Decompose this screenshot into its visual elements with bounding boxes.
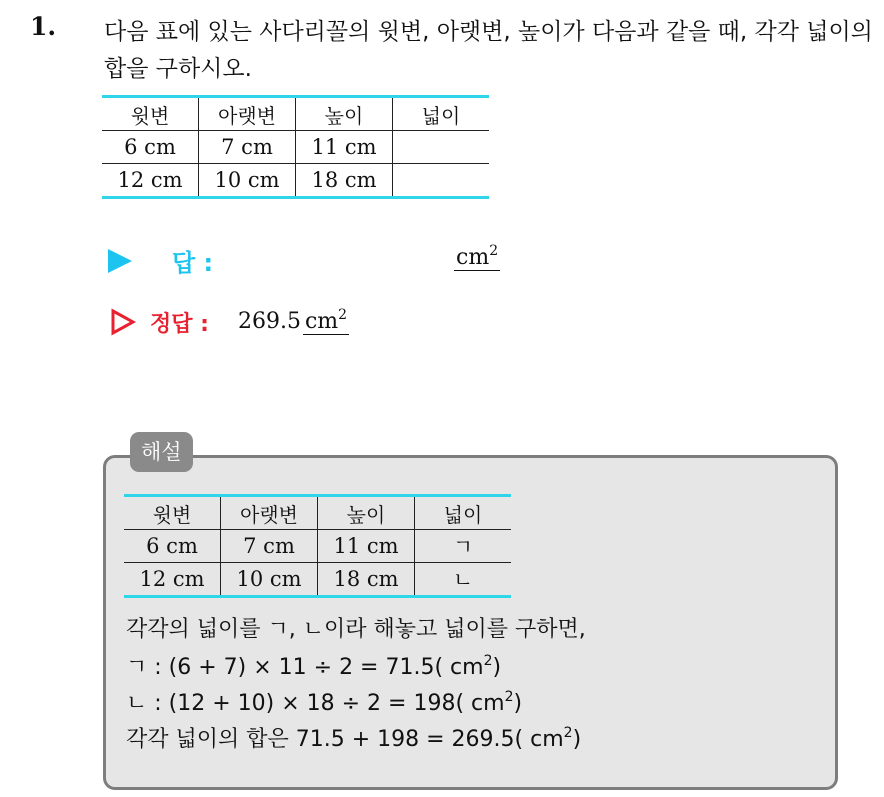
explanation-line xyxy=(126,612,586,643)
table-cell: ㄱ xyxy=(415,530,512,563)
explanation-line-text: 각각 넓이의 합은 71.5 + 198 = 269.5( cm xyxy=(126,727,564,752)
explanation-line-text: ㄴ : (12 + 10) × 18 ÷ 2 = 198( cm xyxy=(126,691,505,716)
exponent: 2 xyxy=(483,653,493,669)
closing-paren: ) xyxy=(572,727,582,752)
table-cell: 11 cm xyxy=(296,131,393,164)
explanation-line-text: 각각의 넓이를 ㄱ, ㄴ이라 해놓고 넓이를 구하면, xyxy=(126,617,586,642)
explanation-table xyxy=(124,494,511,598)
solution-unit xyxy=(303,309,349,335)
answer-unit-exponent: 2 xyxy=(489,243,499,259)
closing-paren: ) xyxy=(492,655,502,680)
explanation-tab: 해설 xyxy=(130,432,193,472)
header-area: 넓이 xyxy=(415,496,512,530)
exponent: 2 xyxy=(563,725,573,741)
outline-triangle-icon xyxy=(110,308,136,336)
table-cell: 7 cm xyxy=(199,131,296,164)
solution-unit-exponent: 2 xyxy=(338,307,348,323)
table-cell: 7 cm xyxy=(221,530,318,563)
table-cell: 10 cm xyxy=(199,164,296,198)
solution-unit-text: cm xyxy=(304,309,339,334)
explanation-line xyxy=(126,686,522,717)
solution-value-group xyxy=(238,309,349,334)
answer-unit-text: cm xyxy=(456,245,490,270)
answer-label: 답 : xyxy=(172,249,214,277)
solution-label: 정답 : xyxy=(150,312,209,337)
header-bottom-base: 아랫변 xyxy=(221,496,318,530)
header-height: 높이 xyxy=(318,496,415,530)
table-cell: 6 cm xyxy=(124,530,221,563)
play-triangle-icon xyxy=(108,249,132,273)
table-row xyxy=(124,563,511,597)
explanation-line-text: ㄱ : (6 + 7) × 11 ÷ 2 = 71.5( cm xyxy=(126,655,484,680)
table-cell xyxy=(393,131,490,164)
header-top-base: 윗변 xyxy=(102,97,199,131)
header-height: 높이 xyxy=(296,97,393,131)
table-row xyxy=(102,131,489,164)
table-cell: 12 cm xyxy=(102,164,199,198)
table-cell: 6 cm xyxy=(102,131,199,164)
table-cell: 10 cm xyxy=(221,563,318,597)
table-cell: 11 cm xyxy=(318,530,415,563)
table-header-row xyxy=(124,496,511,530)
solution-value: 269.5 xyxy=(238,309,301,334)
header-top-base: 윗변 xyxy=(124,496,221,530)
question-text: 다음 표에 있는 사다리꼴의 윗변, 아랫변, 높이가 다음과 같을 때, 각각 넓이의 합을 구하시오. xyxy=(104,19,873,82)
question-number: 1. xyxy=(30,12,57,41)
header-bottom-base: 아랫변 xyxy=(199,97,296,131)
table-header-row xyxy=(102,97,489,131)
explanation-line xyxy=(126,650,501,681)
table-cell: 12 cm xyxy=(124,563,221,597)
table-cell xyxy=(393,164,490,198)
closing-paren: ) xyxy=(513,691,523,716)
table-cell: 18 cm xyxy=(296,164,393,198)
explanation-line xyxy=(126,722,581,753)
exponent: 2 xyxy=(504,689,514,705)
table-cell: 18 cm xyxy=(318,563,415,597)
table-row xyxy=(102,164,489,198)
table-row xyxy=(124,530,511,563)
answer-unit[interactable] xyxy=(454,245,500,271)
question-table xyxy=(102,95,489,199)
header-area: 넓이 xyxy=(393,97,490,131)
table-cell: ㄴ xyxy=(415,563,512,597)
